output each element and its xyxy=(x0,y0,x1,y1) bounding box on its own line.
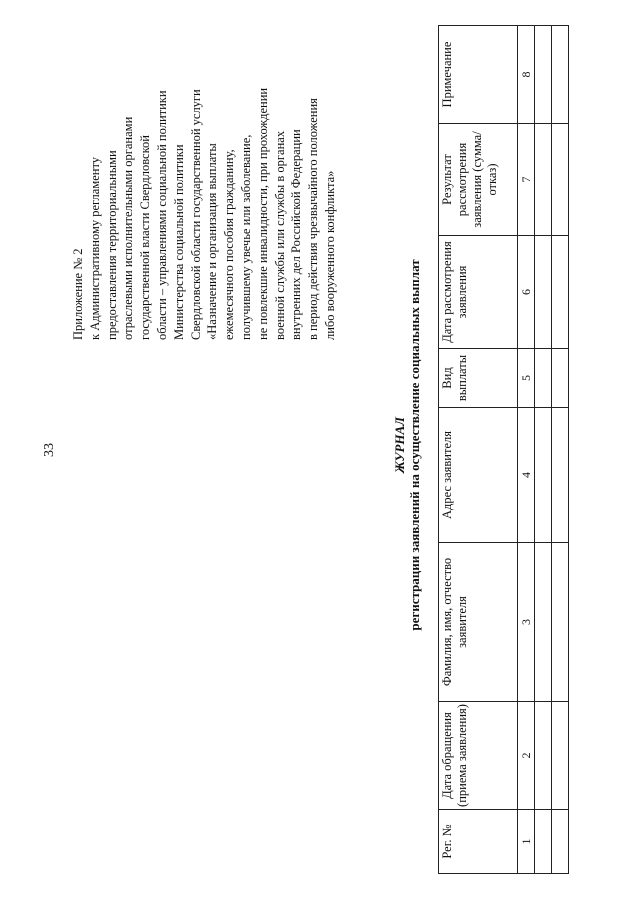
appendix-line: не повлекшие инвалидности, при прохождении xyxy=(255,87,270,340)
appendix-line: в период действия чрезвычайного положения xyxy=(306,98,321,340)
column-number: 8 xyxy=(518,26,535,124)
empty-cell xyxy=(552,26,569,124)
empty-cell xyxy=(535,810,552,874)
header-payment-type: Вид выплаты xyxy=(439,349,518,408)
appendix-line: внутренних дел Российской Федерации xyxy=(289,129,304,340)
empty-cell xyxy=(552,408,569,543)
empty-cell xyxy=(552,702,569,810)
table-row xyxy=(535,26,552,874)
empty-cell xyxy=(552,543,569,702)
appendix-line: военной службы или службы в органах xyxy=(272,130,287,340)
appendix-line: государственной власти Свердловской xyxy=(138,135,153,340)
column-number: 5 xyxy=(518,349,535,408)
page-number: 33 xyxy=(42,443,57,457)
empty-cell xyxy=(552,349,569,408)
header-application-date: Дата обращения (приема заявления) xyxy=(439,702,518,810)
table-row xyxy=(552,26,569,874)
empty-cell xyxy=(535,26,552,124)
appendix-line: ежемесячного пособия гражданину, xyxy=(222,149,237,340)
journal-subtitle: регистрации заявлений на осуществление социальных выплат xyxy=(407,259,422,631)
appendix-line: либо вооруженного конфликта» xyxy=(322,170,337,340)
journal-heading xyxy=(392,185,422,705)
empty-cell xyxy=(535,702,552,810)
header-reg-number: Рег. № xyxy=(439,810,518,874)
header-note: Примечание xyxy=(439,26,518,124)
appendix-line: к Административному регламенту xyxy=(87,156,102,340)
header-applicant-address: Адрес заявителя xyxy=(439,408,518,543)
empty-cell xyxy=(535,408,552,543)
empty-cell xyxy=(535,124,552,236)
empty-cell xyxy=(552,124,569,236)
empty-cell xyxy=(535,236,552,349)
journal-table xyxy=(438,25,569,874)
column-number: 3 xyxy=(518,543,535,702)
column-number: 1 xyxy=(518,810,535,874)
appendix-line: Свердловской области государственной услуги xyxy=(188,89,203,340)
appendix-line: Министерства социальной политики xyxy=(171,144,186,340)
empty-cell xyxy=(535,543,552,702)
column-number: 6 xyxy=(518,236,535,349)
table-header-row xyxy=(439,26,518,874)
column-number: 7 xyxy=(518,124,535,236)
journal-title: ЖУРНАЛ xyxy=(392,416,407,474)
empty-cell xyxy=(552,810,569,874)
appendix-line: Приложение № 2 xyxy=(71,248,85,340)
empty-cell xyxy=(552,236,569,349)
column-number: 4 xyxy=(518,408,535,543)
empty-cell xyxy=(535,349,552,408)
appendix-block xyxy=(70,20,339,340)
column-number: 2 xyxy=(518,702,535,810)
header-applicant-name: Фамилия, имя, отчество заявителя xyxy=(439,543,518,702)
column-number-row xyxy=(518,26,535,874)
header-review-date: Дата рассмотрения заявления xyxy=(439,236,518,349)
appendix-line: отраслевыми исполнительными органами xyxy=(121,116,136,340)
appendix-line: получившему увечье или заболевание, xyxy=(238,134,253,340)
appendix-line: области – управлениями социальной политики xyxy=(154,90,169,340)
header-review-result: Результат рассмотрения заявления (сумма/отказ) xyxy=(439,124,518,236)
appendix-line: «Назначение и организация выплаты xyxy=(205,143,220,340)
appendix-line: предоставления территориальными xyxy=(104,150,119,340)
